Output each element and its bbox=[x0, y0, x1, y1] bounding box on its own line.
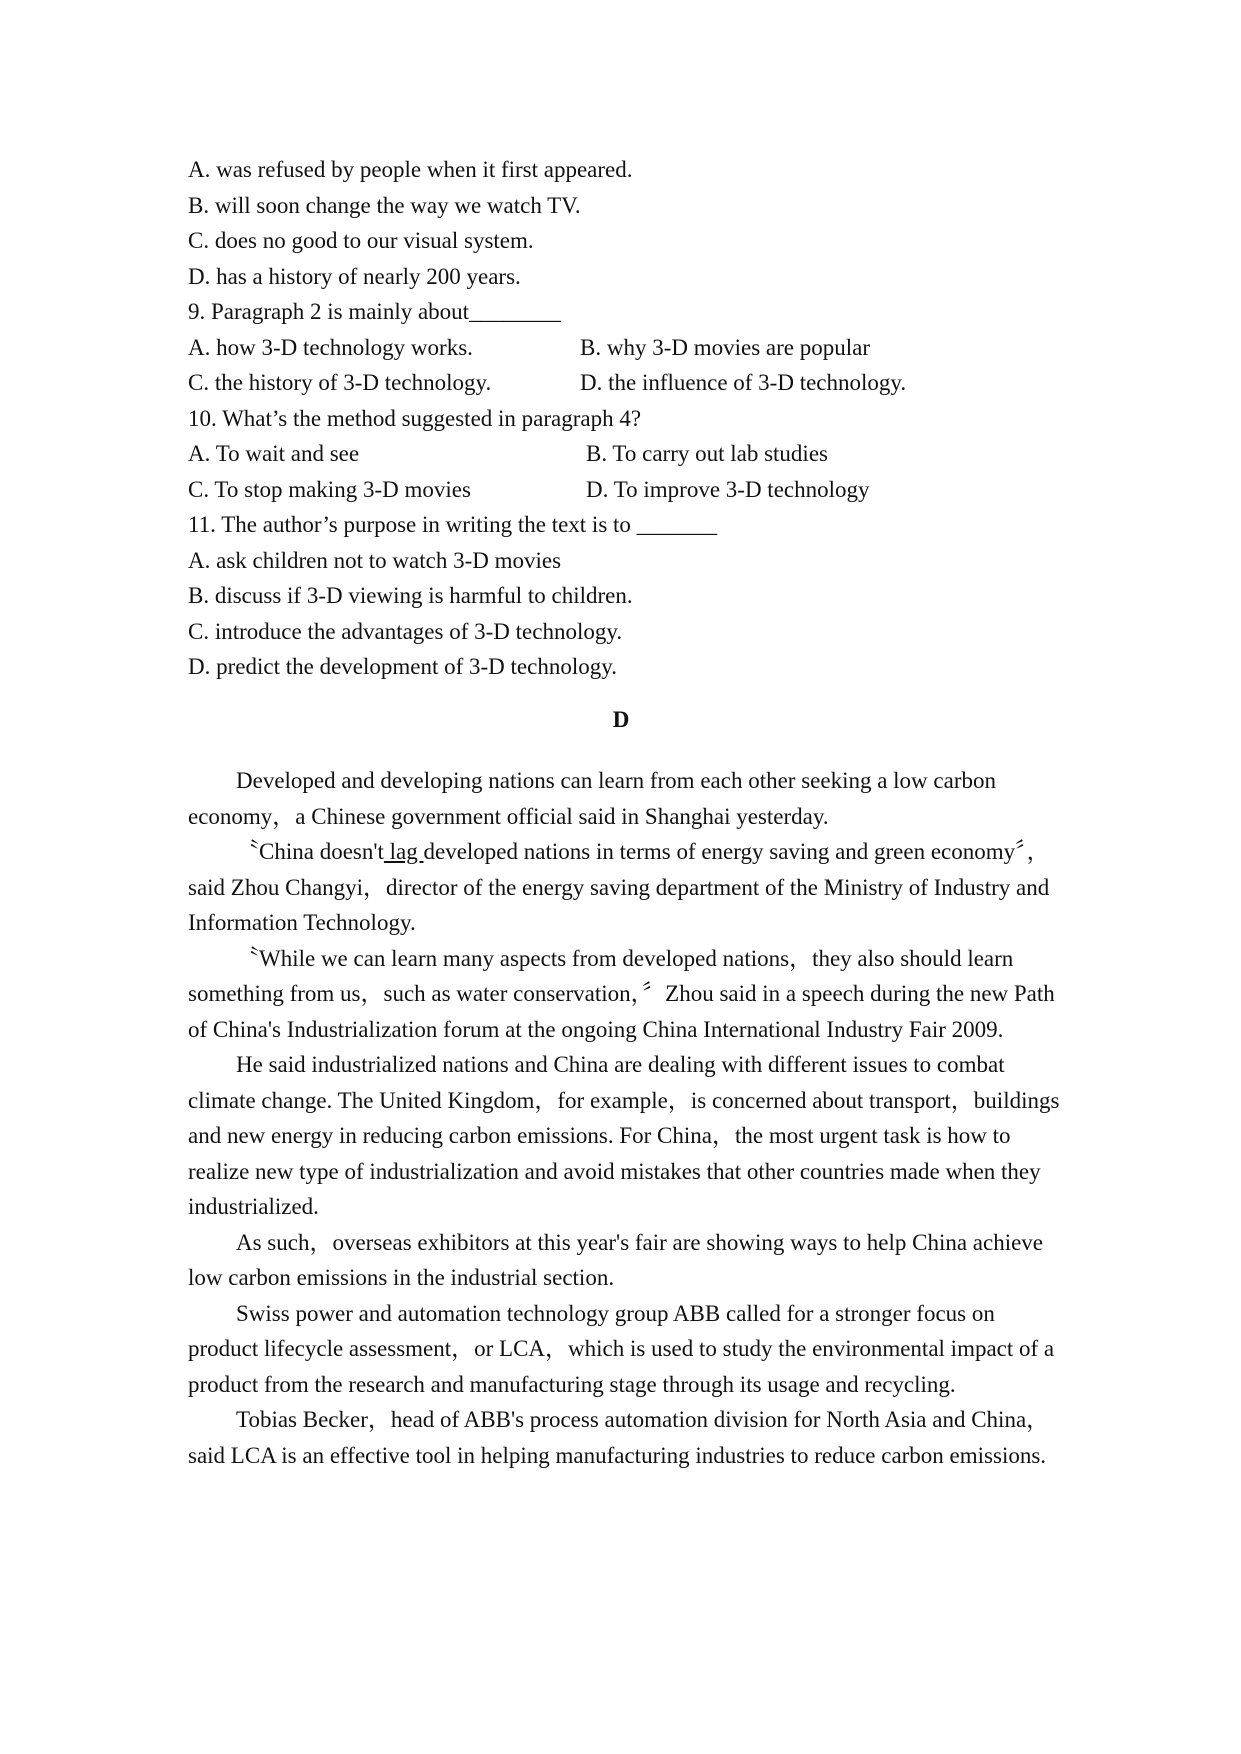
section-d-title: D bbox=[612, 706, 630, 732]
q10-option-b: B. To carry out lab studies bbox=[586, 441, 828, 466]
q9-options-row-1 bbox=[188, 330, 1068, 366]
passage-paragraph-2 bbox=[188, 834, 1068, 941]
q8-option-b: B. will soon change the way we watch TV. bbox=[188, 192, 581, 218]
question-8-options bbox=[188, 152, 1068, 294]
q10-stem: 10. What’s the method suggested in paragraph 4? bbox=[188, 405, 642, 431]
q11-option-a: A. ask children not to watch 3-D movies bbox=[188, 547, 562, 573]
q10-option-a: A. To wait and see bbox=[188, 441, 360, 466]
q11-option-b: B. discuss if 3-D viewing is harmful to children. bbox=[188, 583, 633, 608]
q9-option-d: D. the influence of 3-D technology. bbox=[580, 370, 907, 395]
q9-option-c: C. the history of 3-D technology. bbox=[188, 370, 492, 395]
q10-options-row-1 bbox=[188, 436, 1068, 472]
q9-options-row-2 bbox=[188, 365, 1068, 401]
section-d-passage bbox=[188, 763, 1068, 1473]
passage-paragraph-7: Tobias Becker，head of ABB's process automation division for North Asia and China，said LCA is an effective tool in helping manufacturing industries to reduce carbon emissions. bbox=[188, 1407, 1050, 1468]
passage-paragraph-3: 〝While we can learn many aspects from developed nations，they also should learn something from us，such as water conservation，〞Zhou said in a speech during the new Path of China's Industrialization forum at the ongoing China International Industry Fair 2009. bbox=[188, 945, 1055, 1042]
q10-options-row-2 bbox=[188, 472, 1068, 508]
q9-option-b: B. why 3-D movies are popular bbox=[580, 334, 870, 360]
question-10 bbox=[188, 401, 1068, 508]
passage-paragraph-1: Developed and developing nations can learn from each other seeking a low carbon economy，a Chinese government official said in Shanghai yesterday. bbox=[188, 768, 996, 829]
paragraph-2-rest: developed nations in terms of energy saving and green economy〞，said Zhou Changyi，director of the energy saving department of the Ministry of Industry and Information Technology. bbox=[188, 839, 1050, 935]
q8-option-a: A. was refused by people when it first appeared. bbox=[188, 157, 633, 182]
passage-paragraph-4: He said industrialized nations and China are dealing with different issues to combat climate change. The United Kingdom，for example，is concerned about transport，buildings and new energy in reducing carbon emissions. For China，the most urgent task is how to realize new type of industrialization and avoid mistakes that other countries made when they industrialized. bbox=[188, 1052, 1060, 1219]
underlined-word-lag: lag bbox=[383, 839, 424, 864]
q11-stem: 11. The author’s purpose in writing the text is to _______ bbox=[188, 512, 718, 537]
q8-option-c: C. does no good to our visual system. bbox=[188, 228, 534, 253]
passage-paragraph-6: Swiss power and automation technology group ABB called for a stronger focus on product lifecycle assessment，or LCA，which is used to study the environmental impact of a product from the research and manufacturing stage through its usage and recycling. bbox=[188, 1300, 1055, 1397]
document-page bbox=[188, 152, 1068, 1473]
passage-paragraph-5: As such，overseas exhibitors at this year's fair are showing ways to help China achieve low carbon emissions in the industrial section. bbox=[188, 1229, 1044, 1290]
q11-option-c: C. introduce the advantages of 3-D technology. bbox=[188, 618, 623, 644]
q8-option-d: D. has a history of nearly 200 years. bbox=[188, 263, 521, 289]
q9-stem: 9. Paragraph 2 is mainly about________ bbox=[188, 299, 562, 324]
q10-option-c: C. To stop making 3-D movies bbox=[188, 476, 471, 502]
question-11 bbox=[188, 507, 1068, 685]
q10-option-d: D. To improve 3-D technology bbox=[586, 476, 870, 502]
q11-option-d: D. predict the development of 3-D technology. bbox=[188, 654, 617, 679]
question-9 bbox=[188, 294, 1068, 401]
q9-option-a: A. how 3-D technology works. bbox=[188, 334, 473, 360]
paragraph-2-start: 〝China doesn't bbox=[236, 839, 384, 864]
